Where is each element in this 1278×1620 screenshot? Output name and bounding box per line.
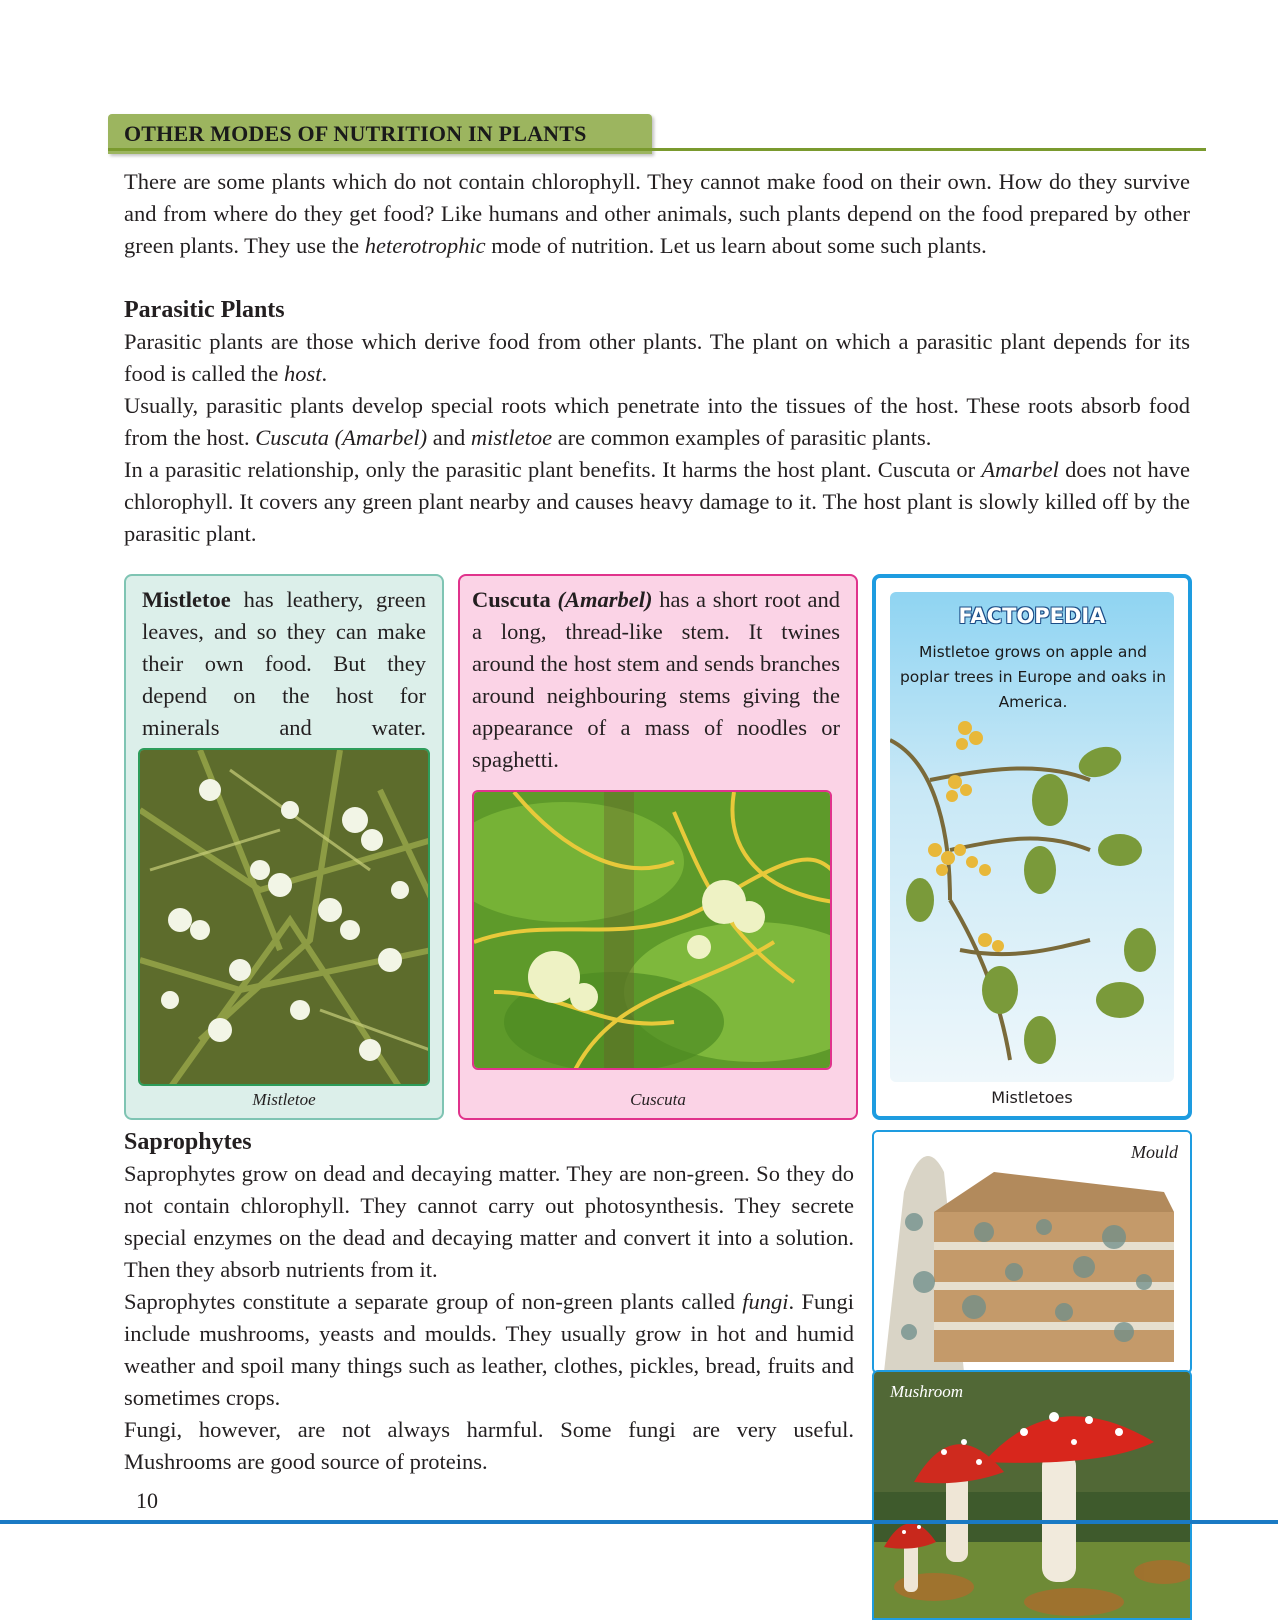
mushroom-photo [872, 1370, 1192, 1620]
mistletoe-box [124, 574, 444, 1120]
parasitic-paragraph-3: In a parasitic relationship, only the parasitic plant benefits. It harms the host plant. Cuscuta or Amarbel does not have chlorophyll. It covers any green plant nearby and causes heavy damage to it. The host plant is slowly killed off by the parasitic plant. [124, 457, 1191, 546]
mistletoe-photo [138, 748, 430, 1086]
section-title: OTHER MODES OF NUTRITION IN PLANTS [124, 121, 587, 146]
mould-photo [872, 1130, 1192, 1374]
factopedia-panel [890, 592, 1174, 1082]
mushroom-label: Mushroom [890, 1382, 964, 1401]
mould-label: Mould [1131, 1142, 1178, 1162]
cuscuta-box [458, 574, 858, 1120]
saprophytes-paragraph-3: Fungi, however, are not always harmful. Some fungi are very useful. Mushrooms are good source of proteins. [124, 1417, 854, 1474]
page-number: 10 [136, 1488, 158, 1513]
mistletoe-description: Mistletoe has leathery, green leaves, and so they can make their own food. But they depend on the host for minerals and water. [142, 587, 426, 740]
parasitic-heading: Parasitic Plants [124, 297, 285, 323]
saprophytes-paragraph-2: Saprophytes constitute a separate group of non-green plants called fungi. Fungi include mushrooms, yeasts and moulds. They usually grow in hot and humid weather and spoil many things such as leather, clothes, pickles, bread, fruits and sometimes crops. [124, 1289, 854, 1410]
intro-paragraph: There are some plants which do not contain chlorophyll. They cannot make food on their own. How do they survive and from where do they get food? Like humans and other animals, such plants depend on the food prepared by other green plants. They use the heterotrophic mode of nutrition. Let us learn about some such plants. [124, 169, 1190, 258]
mushroom-image [874, 1372, 1190, 1620]
saprophytes-paragraph-1: Saprophytes grow on dead and decaying matter. They are non-green. So they do not contain chlorophyll. They cannot carry out photosynthesis. They secrete special enzymes on the dead and decaying matter and convert it into a solution. Then they absorb nutrients from it. [124, 1161, 854, 1282]
bottom-rule [0, 1520, 1278, 1524]
saprophytes-heading: Saprophytes [124, 1129, 252, 1155]
factopedia-caption: Mistletoes [991, 1088, 1073, 1107]
parasitic-paragraph-1: Parasitic plants are those which derive food from other plants. The plant on which a parasitic plant depends for its food is called the host. [124, 329, 1190, 386]
mistletoe-branch-image [890, 700, 1174, 1082]
cuscuta-caption: Cuscuta [630, 1090, 686, 1109]
mould-image [874, 1132, 1190, 1372]
parasitic-paragraph-2: Usually, parasitic plants develop special roots which penetrate into the tissues of the host. These roots absorb food from the host. Cuscuta (Amarbel) and mistletoe are common examples of parasitic plants. [124, 393, 1190, 450]
cuscuta-photo [472, 790, 832, 1070]
cuscuta-image [474, 792, 832, 1070]
mistletoe-image [140, 750, 430, 1086]
factopedia-fact: Mistletoe grows on apple and poplar trees in Europe and oaks in America. [899, 643, 1167, 711]
factopedia-title: FACTOPEDIA [958, 604, 1106, 628]
factopedia-box [872, 574, 1192, 1120]
mistletoe-caption: Mistletoe [252, 1090, 316, 1109]
cuscuta-description: Cuscuta (Amarbel) has a short root and a long, thread-like stem. It twines around the host stem and sends branches around neighbouring stems giving the appearance of a mass of noodles or spaghetti. [472, 587, 841, 772]
header-rule [108, 148, 1206, 151]
